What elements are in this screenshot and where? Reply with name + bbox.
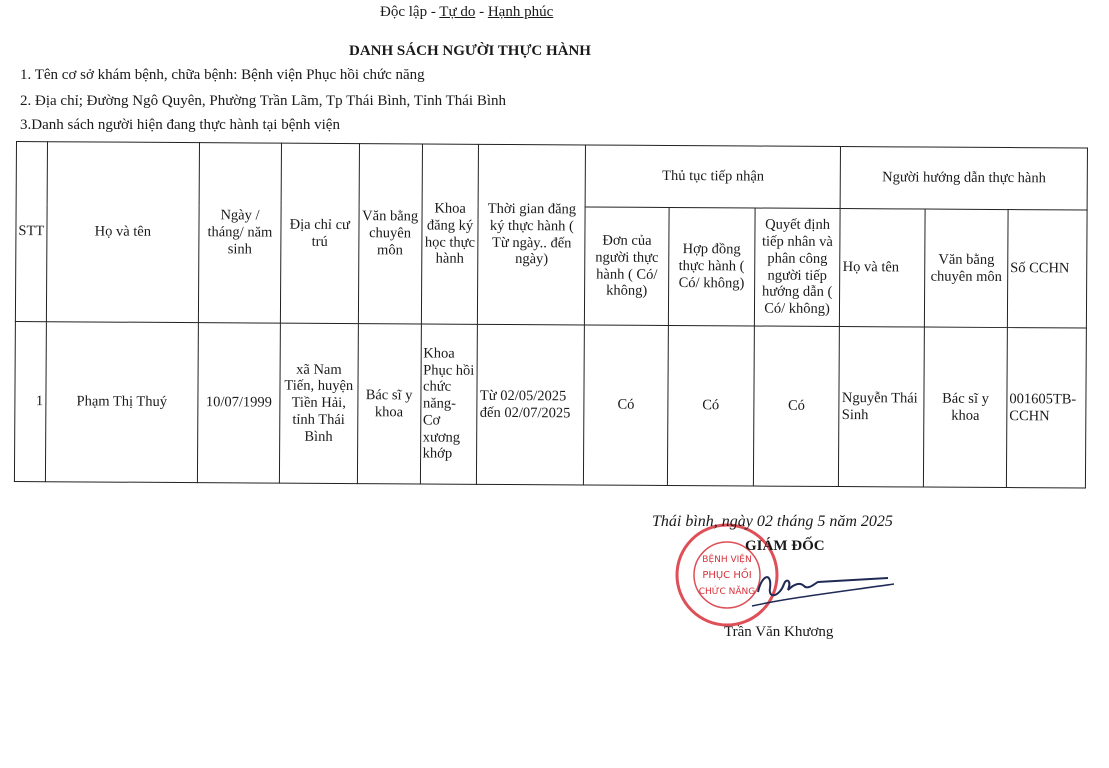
cell-period: Từ 02/05/2025 đến 02/07/2025 — [477, 324, 585, 485]
header-name: Họ và tên — [46, 142, 199, 323]
signer-name: Trần Văn Khương — [724, 624, 834, 640]
cell-degree: Bác sĩ y khoa — [357, 324, 421, 484]
facility-name-line: 1. Tên cơ sở khám bệnh, chữa bệnh: Bệnh viện Phục hồi chức năng — [20, 67, 425, 83]
svg-text:CHỨC NĂNG: CHỨC NĂNG — [698, 587, 756, 597]
header-address: Địa chỉ cư trú — [280, 143, 359, 323]
cell-mentor-cert: 001605TB-CCHN — [1006, 328, 1086, 488]
list-description-line: 3.Danh sách người hiện đang thực hành tại bệnh viện — [20, 117, 340, 133]
cell-application: Có — [584, 325, 669, 486]
table-row — [14, 321, 1086, 488]
national-motto: Độc lập - Tự do - Hạnh phúc — [380, 4, 554, 20]
cell-address: xã Nam Tiến, huyện Tiền Hải, tỉnh Thái Bình — [279, 323, 358, 483]
cell-contract: Có — [667, 325, 754, 486]
table-header-row — [16, 142, 1087, 211]
cell-mentor-name: Nguyễn Thái Sinh — [839, 327, 925, 488]
signature-icon — [748, 562, 898, 612]
motto-freedom: Tự do — [439, 4, 476, 20]
header-mentor-name: Họ và tên — [840, 209, 925, 328]
header-mentor-cert: Số CCHN — [1007, 210, 1087, 328]
cell-decision: Có — [753, 326, 840, 487]
svg-text:PHỤC HỒI: PHỤC HỒI — [702, 570, 752, 581]
cell-mentor-degree: Bác sĩ y khoa — [924, 327, 1008, 488]
header-stt: STT — [15, 142, 47, 322]
header-period: Thời gian đăng ký thực hành ( Từ ngày.. đến ngày) — [478, 144, 586, 325]
header-procedure-group: Thủ tục tiếp nhận — [585, 145, 841, 209]
cell-name: Phạm Thị Thuý — [45, 322, 198, 483]
signature-date: Thái bình, ngày 02 tháng 5 năm 2025 — [652, 513, 893, 530]
facility-address-line: 2. Địa chỉ; Đường Ngô Quyên, Phường Trần Lãm, Tp Thái Bình, Tỉnh Thái Bình — [20, 93, 507, 109]
signer-position: GIÁM ĐỐC — [745, 538, 825, 554]
header-decision: Quyết định tiếp nhân và phân công người tiếp hướng dẫn ( Có/ không) — [754, 208, 840, 327]
header-mentor-degree: Văn bằng chuyên môn — [925, 209, 1008, 328]
cell-dept: Khoa Phục hồi chức năng- Cơ xương khớp — [420, 324, 478, 484]
motto-happiness: Hạnh phúc — [487, 4, 554, 20]
cell-stt: 1 — [14, 321, 46, 481]
header-mentor-group: Người hướng dẫn thực hành — [841, 147, 1088, 211]
document-title: DANH SÁCH NGƯỜI THỰC HÀNH — [349, 43, 591, 59]
header-dob: Ngày / tháng/ năm sinh — [198, 143, 281, 323]
header-application: Đơn của người thực hành ( Có/ không) — [585, 207, 669, 326]
svg-text:BỆNH VIỆN: BỆNH VIỆN — [702, 555, 752, 565]
cell-dob: 10/07/1999 — [197, 323, 280, 483]
practitioner-table — [14, 141, 1088, 489]
header-degree: Văn bằng chuyên môn — [358, 144, 422, 324]
header-contract: Hợp đồng thực hành ( Có/ không) — [668, 207, 754, 326]
header-dept: Khoa đăng ký học thực hành — [421, 144, 479, 324]
